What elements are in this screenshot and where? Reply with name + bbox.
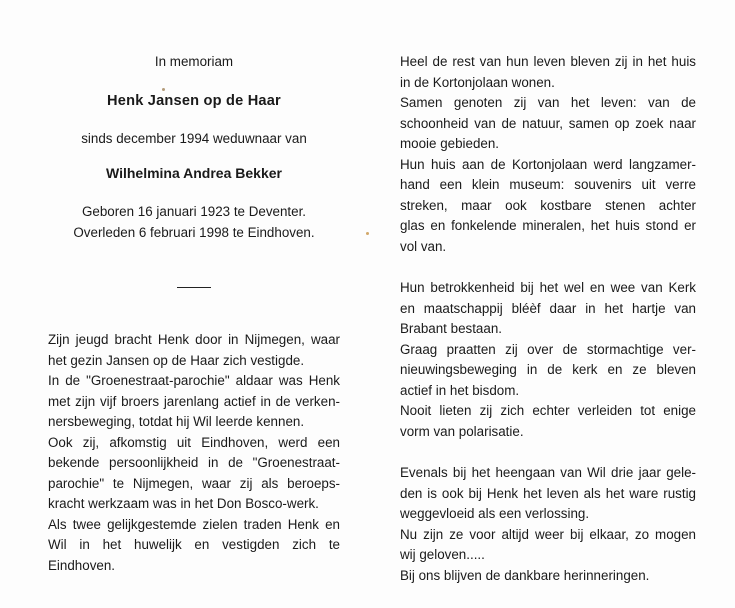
body-line: in de Kortonjolaan wonen. [400,74,555,90]
body-line: Wil in het huwelijk en vestigden zich te [48,537,340,552]
body-line: nersbeweging, totdat hij Wil leerde kennen. [48,414,305,429]
body-line: vorm van polarisatie. [400,423,524,439]
paragraph-gap [400,257,696,278]
body-line: glas en fonkelende mineralen, het huis stond er [400,218,696,233]
body-line: nieuwingsbeweging in de kerk en ze bleven [400,362,696,377]
right-page-body [400,52,696,586]
body-line: hand een klein museum: souvenirs uit verre [400,177,696,192]
spouse-name: Wilhelmina Andrea Bekker [106,165,282,181]
left-page-header [48,52,340,288]
body-line: Nooit lieten zij zich echter verleiden tot enige [400,403,696,418]
body-line: Als twee gelijkgestemde zielen traden Henk en [48,516,340,532]
memoriam-heading: In memoriam [154,54,234,69]
body-line: en maatschappij bléèf daar in het hartje van [400,300,696,316]
body-line: weggevloeid als een verlossing. [400,506,590,521]
body-line: parochie" te Nijmegen, waar zij als beroeps- [48,475,340,491]
body-line: Eindhoven. [48,557,116,573]
death-line: Overleden 6 februari 1998 te Eindhoven. [73,225,315,240]
body-line: streken, maar ook kostbare stenen achter [400,197,696,213]
body-line: Graag praatten zij over de stormachtige ver- [400,341,696,357]
section-divider [177,287,211,288]
body-line: Hun huis aan de Kortonjolaan werd langzamer- [400,156,696,172]
body-line: Samen genoten zij van het leven: van de [400,95,696,110]
left-page-body [48,330,340,576]
body-line: Brabant bestaan. [400,321,502,336]
body-line: mooie gebieden. [400,136,500,151]
print-speck [162,88,165,91]
widower-line: sinds december 1994 weduwnaar van [81,131,307,146]
body-line: kracht werkzaam was in het Don Bosco-werk. [48,496,319,511]
deceased-name: Henk Jansen op de Haar [107,93,281,109]
body-line: vol van. [400,238,447,254]
body-line: Ook zij, afkomstig uit Eindhoven, werd een [48,434,340,450]
paragraph-gap [400,442,696,463]
body-line: bekende persoonlijkheid in de "Groenestraat- [48,455,340,470]
body-line: den is ook bij Henk het leven als het ware rustig [400,485,696,501]
print-speck [366,232,369,235]
body-line: Nu zijn ze voor altijd weer bij elkaar, zo mogen [400,526,696,542]
body-line: Zijn jeugd bracht Henk door in Nijmegen, waar [48,332,340,347]
birth-line: Geboren 16 januari 1923 te Deventer. [81,204,307,219]
body-line: wij geloven..... [400,547,485,562]
body-line: In de "Groenestraat-parochie" aldaar was Henk [48,373,340,388]
body-line: Evenals bij het heengaan van Wil drie jaar gele- [400,465,696,480]
body-line: met zijn vijf broers jarenlang actief in de verken- [48,393,340,409]
body-line: het gezin Jansen op de Haar zich vestigde. [48,352,305,368]
body-line: Bij ons blijven de dankbare herinneringen. [400,567,650,583]
life-dates [48,201,340,243]
body-line: Hun betrokkenheid bij het wel en wee van Kerk [400,280,696,295]
body-line: actief in het bisdom. [400,382,520,398]
body-line: schoonheid van de natuur, samen op zoek naar [400,115,696,131]
body-line: Heel de rest van hun leven bleven zij in het huis [400,54,696,69]
